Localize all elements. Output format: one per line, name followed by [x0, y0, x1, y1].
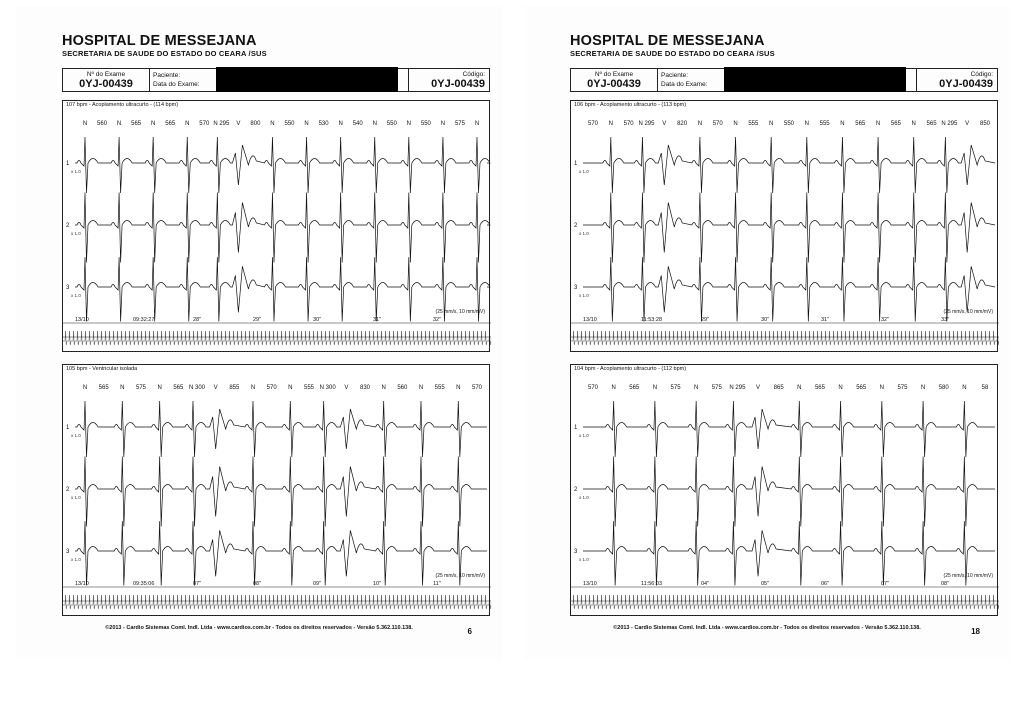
scale-label: (25 mm/s, 10 mm/mV): [943, 573, 993, 579]
beat-label: N: [608, 121, 613, 127]
panel-title: 106 bpm - Acoplamento ultracurto - (113 bpm): [574, 102, 687, 108]
time-label: 11:53:28: [641, 317, 663, 323]
patient-label: Paciente:: [661, 72, 689, 79]
beat-label: N: [304, 121, 309, 127]
ecg-panel: [570, 100, 998, 352]
beat-label: V: [756, 385, 761, 391]
time-label: 09:32:27: [133, 317, 155, 323]
beat-label: N 295: [638, 121, 655, 127]
gain-label: x 1.0: [71, 495, 81, 500]
beat-label: 565: [98, 385, 109, 391]
exam-number: 0YJ-00439: [587, 78, 641, 90]
lead-label: 3: [66, 549, 70, 555]
beat-label: 560: [97, 121, 108, 127]
beat-label: 550: [783, 121, 795, 127]
time-label: 07": [881, 581, 890, 587]
beat-label: N: [733, 121, 738, 127]
beat-label: N: [693, 385, 699, 391]
ecg-trace: [75, 137, 490, 193]
code-label: Código:: [462, 71, 485, 78]
time-label: 31": [821, 317, 830, 323]
beat-label: 575: [135, 385, 147, 391]
beat-label: N: [804, 121, 809, 127]
exam-date-label: Data do Exame:: [661, 81, 708, 88]
beat-label: 855: [229, 385, 240, 391]
beat-label: N: [879, 385, 885, 391]
time-label: 07": [193, 581, 202, 587]
beat-label: V: [662, 121, 667, 127]
ecg-trace: [583, 257, 995, 321]
code-cell: [408, 69, 489, 91]
ecg-trace: [583, 401, 995, 457]
ecg-trace: [75, 401, 487, 457]
beat-label: 570: [587, 121, 599, 127]
beat-label: 555: [819, 121, 830, 127]
time-label: 13/10: [583, 581, 597, 587]
beat-label: 565: [173, 385, 184, 391]
time-label: 13/10: [75, 317, 89, 323]
code-label: Código:: [970, 71, 993, 78]
beat-label: N: [911, 121, 916, 127]
report-page-left: [16, 6, 502, 661]
time-label: 29": [701, 317, 710, 323]
code-value: 0YJ-00439: [431, 78, 485, 90]
time-label: 11": [433, 581, 441, 587]
beat-label: N: [697, 121, 703, 127]
time-label: 06": [821, 581, 830, 587]
time-label: 11:56:03: [641, 581, 663, 587]
beat-label: N: [840, 121, 845, 127]
overview-trace: [63, 331, 491, 345]
ecg-panel: [62, 364, 490, 616]
beat-label: N: [185, 121, 190, 127]
gain-label: x 1.0: [579, 557, 589, 562]
beat-label: N: [418, 385, 424, 391]
ecg-trace: [75, 257, 490, 321]
ecg-trace: [75, 521, 487, 585]
secretaria-name: SECRETARIA DE SAUDE DO ESTADO DO CEARA /SUS: [62, 49, 267, 58]
gain-label: x 1.0: [579, 495, 589, 500]
beat-label: 575: [711, 385, 722, 391]
beat-label: 565: [165, 121, 176, 127]
beat-label: 575: [670, 385, 681, 391]
lead-label: 1: [574, 425, 578, 431]
beat-label: 565: [926, 121, 937, 127]
beat-label: 570: [266, 385, 277, 391]
beat-label: 570: [623, 121, 634, 127]
gain-label: x 1.0: [579, 231, 589, 236]
exam-number-cell: [63, 69, 150, 91]
beat-label: N: [120, 385, 125, 391]
time-label: 30": [313, 317, 322, 323]
ecg-strip: [63, 365, 491, 617]
scale-label: (25 mm/s, 10 mm/mV): [435, 573, 485, 579]
beat-label: 570: [712, 121, 723, 127]
beat-label: 575: [454, 121, 465, 127]
beat-label: N: [270, 121, 275, 127]
beat-label: 565: [131, 121, 142, 127]
beat-label: 570: [199, 121, 210, 127]
panel-title: 104 bpm - Acoplamento ultracurto - (112 bpm): [574, 366, 687, 372]
beat-label: N: [797, 385, 802, 391]
beat-label: N: [151, 121, 156, 127]
gain-label: x 1.0: [579, 293, 589, 298]
scale-label: (25 mm/s, 10 mm/mV): [435, 309, 485, 315]
exam-number: 0YJ-00439: [79, 78, 133, 90]
beat-label: N: [875, 121, 881, 127]
beat-label: 565: [629, 385, 640, 391]
beat-label: 540: [352, 121, 363, 127]
lead-label: 2: [574, 487, 578, 493]
beat-label: 560: [397, 385, 408, 391]
code-cell: [916, 69, 997, 91]
gain-label: x 1.0: [71, 231, 81, 236]
lead-label: 1: [66, 161, 70, 167]
gain-label: x 1.0: [579, 169, 589, 174]
lead-label: 2: [574, 223, 578, 229]
beat-label: 575: [897, 385, 908, 391]
beat-label: N: [962, 385, 967, 391]
beat-label: N 295: [941, 121, 958, 127]
ecg-strip: [63, 101, 491, 353]
time-label: 33": [941, 317, 950, 323]
beat-label: N: [474, 121, 480, 127]
beat-label: 865: [773, 385, 784, 391]
beat-label: 58: [981, 385, 989, 391]
beat-label: N 300: [188, 385, 206, 391]
time-label: 09:35:06: [133, 581, 155, 587]
overview-trace: [571, 331, 999, 345]
time-label: 31": [373, 317, 382, 323]
beat-label: 565: [855, 121, 866, 127]
exam-header-box: [62, 68, 490, 92]
beat-label: N 300: [319, 385, 336, 391]
beat-label: V: [344, 385, 349, 391]
beat-label: 555: [434, 385, 445, 391]
report-page-right: [524, 6, 1010, 661]
lead-label: 3: [574, 549, 578, 555]
time-label: 08": [941, 581, 950, 587]
time-label: 29": [253, 317, 262, 323]
ecg-panel: [570, 364, 998, 616]
exam-number-label: Nº do Exame: [594, 71, 634, 78]
patient-label: Paciente:: [153, 72, 181, 79]
time-label: 09": [313, 581, 322, 587]
time-label: 30": [761, 317, 770, 323]
gain-label: x 1.0: [71, 169, 81, 174]
footer-copyright: ©2013 - Cardio Sistemas Coml. Indl. Ltda - www.cardios.com.br - Todos os direitos reservados - Versão 5.362.110.138.: [613, 625, 921, 631]
overview-trace: [571, 595, 999, 609]
redaction-bar: [724, 67, 906, 92]
secretaria-name: SECRETARIA DE SAUDE DO ESTADO DO CEARA /SUS: [570, 49, 775, 58]
beat-label: N: [116, 121, 122, 127]
ecg-strip: [571, 101, 999, 353]
beat-label: N: [440, 121, 446, 127]
beat-label: N: [250, 385, 256, 391]
beat-label: 570: [587, 385, 599, 391]
time-label: 04": [701, 581, 710, 587]
beat-label: N: [838, 385, 843, 391]
lead-label: 2: [66, 487, 70, 493]
beat-label: N: [157, 385, 162, 391]
beat-label: 550: [386, 121, 397, 127]
lead-label: 2: [66, 223, 70, 229]
scale-label: (25 mm/s, 10 mm/mV): [943, 309, 993, 315]
beat-label: N: [652, 385, 658, 391]
lead-label: 1: [574, 161, 578, 167]
time-label: 08": [253, 581, 262, 587]
beat-label: 530: [318, 121, 329, 127]
beat-label: 565: [856, 385, 867, 391]
ecg-trace: [583, 137, 995, 193]
beat-label: N: [381, 385, 386, 391]
beat-label: N: [611, 385, 616, 391]
beat-label: N: [82, 121, 88, 127]
lead-label: 3: [66, 285, 70, 291]
lead-label: 3: [574, 285, 578, 291]
beat-label: N 295: [729, 385, 746, 391]
beat-label: 800: [250, 121, 261, 127]
time-label: 28": [193, 317, 202, 323]
exam-date-label: Data do Exame:: [153, 81, 200, 88]
footer-copyright: ©2013 - Cardio Sistemas Coml. Indl. Ltda - www.cardios.com.br - Todos os direitos reservados - Versão 5.362.110.138.: [105, 625, 413, 631]
patient-cell: [658, 69, 916, 91]
beat-label: 565: [890, 121, 901, 127]
time-label: 32": [881, 317, 890, 323]
panel-title: 105 bpm - Ventricular isolada: [66, 366, 138, 372]
lead-label: 1: [66, 425, 70, 431]
beat-label: V: [236, 121, 241, 127]
ecg-trace: [75, 457, 487, 527]
time-label: 10": [373, 581, 382, 587]
patient-cell: [150, 69, 408, 91]
page-number: 18: [971, 627, 980, 636]
beat-label: 550: [420, 121, 431, 127]
beat-label: 830: [359, 385, 371, 391]
ecg-trace: [583, 457, 995, 527]
exam-number-label: Nº do Exame: [86, 71, 126, 78]
beat-label: N: [372, 121, 377, 127]
beat-label: N: [288, 385, 293, 391]
beat-label: V: [965, 121, 970, 127]
page-number: 6: [467, 627, 472, 636]
beat-label: V: [213, 385, 218, 391]
hospital-name: HOSPITAL DE MESSEJANA: [570, 33, 765, 49]
beat-label: N: [406, 121, 411, 127]
beat-label: N: [82, 385, 88, 391]
beat-label: 550: [284, 121, 295, 127]
gain-label: x 1.0: [579, 433, 589, 438]
beat-label: 580: [938, 385, 949, 391]
exam-header-box: [570, 68, 998, 92]
panel-title: 107 bpm - Acoplamento ultracurto - (114 bpm): [66, 102, 179, 108]
ecg-trace: [583, 521, 995, 585]
time-label: 13/10: [75, 581, 89, 587]
time-label: 32": [433, 317, 442, 323]
beat-label: N: [456, 385, 461, 391]
beat-label: N: [338, 121, 343, 127]
gain-label: x 1.0: [71, 293, 81, 298]
code-value: 0YJ-00439: [939, 78, 993, 90]
ecg-panel: [62, 100, 490, 352]
gain-label: x 1.0: [71, 557, 81, 562]
beat-label: 820: [677, 121, 688, 127]
beat-label: N 295: [213, 121, 230, 127]
exam-number-cell: [571, 69, 658, 91]
gain-label: x 1.0: [71, 433, 81, 438]
redaction-bar: [216, 67, 398, 92]
beat-label: N: [769, 121, 774, 127]
hospital-name: HOSPITAL DE MESSEJANA: [62, 33, 257, 49]
time-label: 13/10: [583, 317, 597, 323]
overview-trace: [63, 595, 491, 609]
beat-label: 850: [979, 121, 991, 127]
time-label: 05": [761, 581, 770, 587]
beat-label: 555: [303, 385, 315, 391]
beat-label: 555: [748, 121, 759, 127]
beat-label: 565: [814, 385, 825, 391]
beat-label: 570: [471, 385, 483, 391]
ecg-strip: [571, 365, 999, 617]
ecg-trace: [583, 193, 995, 263]
ecg-trace: [75, 193, 490, 263]
beat-label: N: [920, 385, 926, 391]
